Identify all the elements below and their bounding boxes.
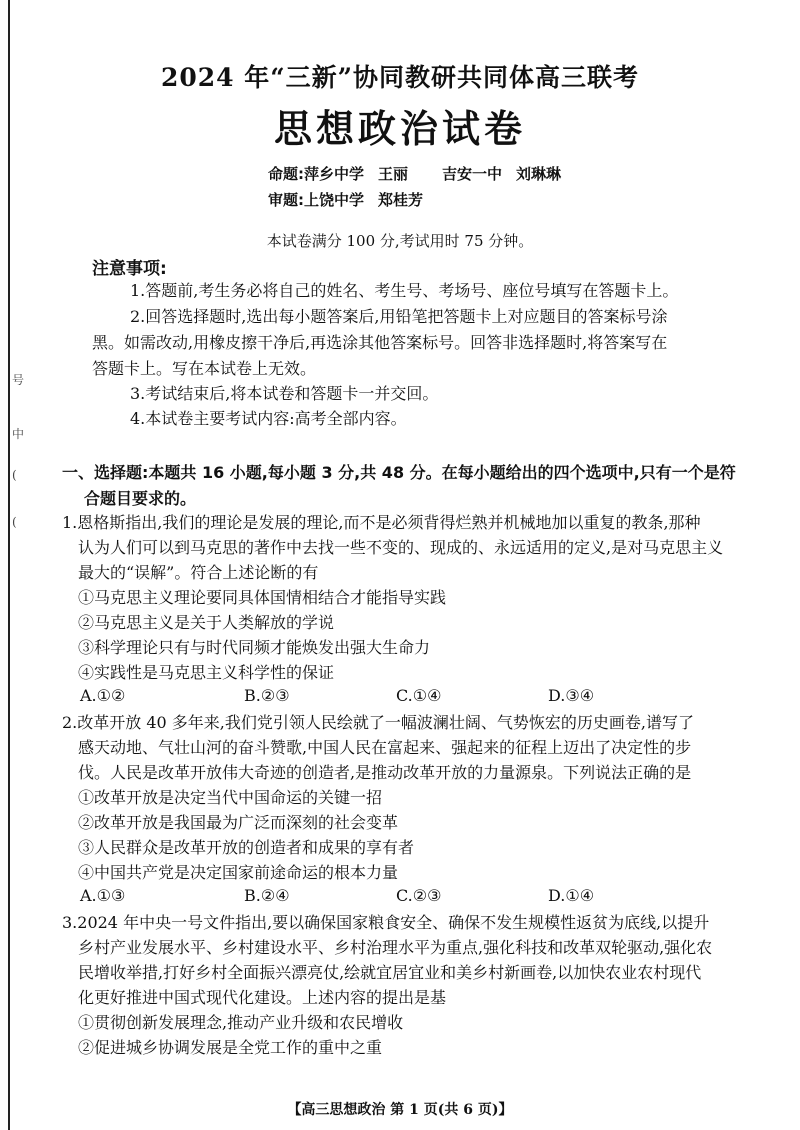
notice-heading: 注意事项: <box>92 259 167 279</box>
review-line <box>268 189 423 210</box>
margin-mark: ( <box>12 515 17 529</box>
question-2-options <box>0 886 800 910</box>
margin-mark: 中 <box>12 427 25 441</box>
question-2-stem: 伐。人民是改革开放伟大奇迹的创造者,是推动改革开放的力量源泉。下列说法正确的是 <box>78 763 692 782</box>
question-1-statement: ③科学理论只有与时代同频才能焕发出强大生命力 <box>78 638 431 657</box>
question-3-statement: ①贯彻创新发展理念,推动产业升级和农民增收 <box>78 1013 404 1032</box>
question-1-options <box>0 686 800 710</box>
page-footer: 【高三思想政治 第 1 页(共 6 页)】 <box>287 1102 513 1118</box>
option-c[interactable]: C.①④ <box>396 686 442 705</box>
reviewer-school: 上饶中学 <box>304 191 365 209</box>
question-2-stem: 感天动地、气壮山河的奋斗赞歌,中国人民在富起来、强起来的征程上迈出了决定性的步 <box>78 738 692 757</box>
question-2-statement: ①改革开放是决定当代中国命运的关键一招 <box>78 788 383 807</box>
proposer-name-2: 刘琳琳 <box>516 165 562 183</box>
option-a[interactable]: A.①③ <box>80 886 126 905</box>
section-heading: 一、选择题:本题共 16 小题,每小题 3 分,共 48 分。在每小题给出的四个选项中,只有一个是符 <box>62 463 736 482</box>
reviewer-name: 郑桂芳 <box>378 191 424 209</box>
option-a[interactable]: A.①② <box>80 686 126 705</box>
proposer-school-1: 萍乡中学 <box>304 165 365 183</box>
subject-title: 思想政治试卷 <box>273 106 526 151</box>
option-b[interactable]: B.②④ <box>244 886 290 905</box>
proposer-name-1: 王丽 <box>378 165 409 183</box>
question-2-statement: ②改革开放是我国最为广泛而深刻的社会变革 <box>78 813 399 832</box>
notice-line: 黑。如需改动,用橡皮擦干净后,再选涂其他答案标号。回答非选择题时,将答案写在 <box>92 333 668 352</box>
exam-title: 2024 年“三新”协同教研共同体高三联考 <box>160 63 640 92</box>
margin-mark: ( <box>12 468 17 482</box>
section-heading-cont: 合题目要求的。 <box>84 489 197 508</box>
question-2-stem: 2.改革开放 40 多年来,我们党引领人民绘就了一幅波澜壮阔、气势恢宏的历史画卷,谱写了 <box>62 713 694 732</box>
question-3-stem: 乡村产业发展水平、乡村建设水平、乡村治理水平为重点,强化科技和改革双轮驱动,强化农 <box>78 938 713 957</box>
option-b[interactable]: B.②③ <box>244 686 290 705</box>
review-label: 审题: <box>268 191 304 209</box>
notice-line: 4.本试卷主要考试内容:高考全部内容。 <box>130 409 407 428</box>
notice-line: 2.回答选择题时,选出每小题答案后,用铅笔把答题卡上对应题目的答案标号涂 <box>130 307 668 326</box>
proposer-school-2: 吉安一中 <box>442 165 503 183</box>
question-1-stem: 最大的“误解”。符合上述论断的有 <box>78 563 319 582</box>
question-1-stem: 1.恩格斯指出,我们的理论是发展的理论,而不是必须背得烂熟并机械地加以重复的教条,那种 <box>62 513 701 532</box>
question-3-stem: 化更好推进中国式现代化建设。上述内容的提出是基 <box>78 988 447 1007</box>
question-2-statement: ④中国共产党是决定国家前途命运的根本力量 <box>78 863 399 882</box>
question-1-statement: ①马克思主义理论要同具体国情相结合才能指导实践 <box>78 588 447 607</box>
proposition-line <box>268 163 561 184</box>
proposition-label: 命题: <box>268 165 304 183</box>
notice-line: 3.考试结束后,将本试卷和答题卡一并交回。 <box>130 384 439 403</box>
question-1-statement: ④实践性是马克思主义科学性的保证 <box>78 663 335 682</box>
question-1-stem: 认为人们可以到马克思的著作中去找一些不变的、现成的、永远适用的定义,是对马克思主义 <box>78 538 724 557</box>
notice-line: 1.答题前,考生务必将自己的姓名、考生号、考场号、座位号填写在答题卡上。 <box>130 281 679 300</box>
question-3-statement: ②促进城乡协调发展是全党工作的重中之重 <box>78 1038 383 1057</box>
full-score-note: 本试卷满分 100 分,考试用时 75 分钟。 <box>266 232 534 250</box>
option-d[interactable]: D.①④ <box>548 886 595 905</box>
question-3-stem: 民增收举措,打好乡村全面振兴漂亮仗,绘就宜居宜业和美乡村新画卷,以加快农业农村现代 <box>78 963 702 982</box>
notice-line: 答题卡上。写在本试卷上无效。 <box>92 359 317 378</box>
margin-mark: 号 <box>12 373 25 387</box>
question-1-statement: ②马克思主义是关于人类解放的学说 <box>78 613 335 632</box>
option-c[interactable]: C.②③ <box>396 886 442 905</box>
question-2-statement: ③人民群众是改革开放的创造者和成果的享有者 <box>78 838 415 857</box>
binding-margin-line <box>8 0 10 1130</box>
question-3-stem: 3.2024 年中央一号文件指出,要以确保国家粮食安全、确保不发生规模性返贫为底线,以提升 <box>62 913 710 932</box>
option-d[interactable]: D.③④ <box>548 686 595 705</box>
